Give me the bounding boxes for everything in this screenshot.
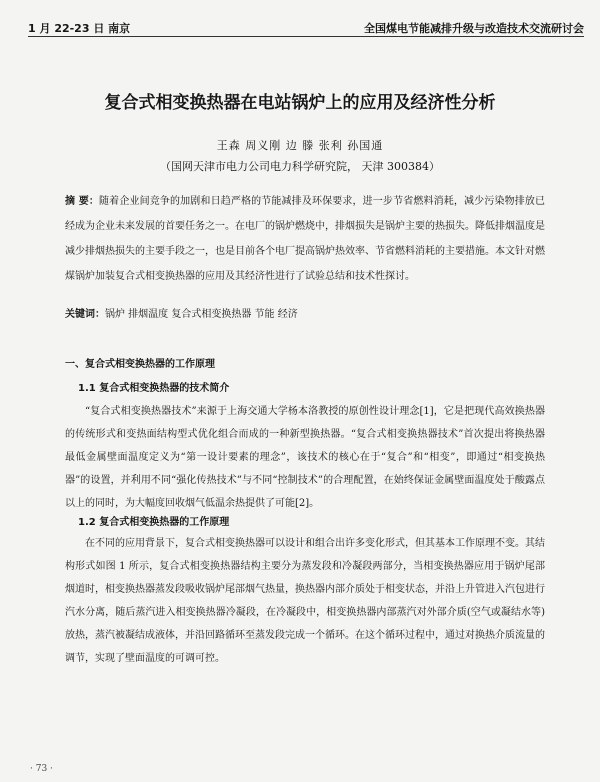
- header-date-location: 1 月 22-23 日 南京: [28, 22, 131, 35]
- section-heading-1-1: 1.1 复合式相变换热器的技术简介: [78, 383, 230, 394]
- abstract: [65, 189, 545, 289]
- author-list: 王森 周义刚 边 滕 张利 孙国通: [216, 139, 384, 152]
- abstract-text: 随着企业间竞争的加剧和日趋严格的节能减排及环保要求，进一步节省燃料消耗，减少污染物排放已经成为企业未来发展的首要任务之一。在电厂的锅炉燃烧中，排烟损失是锅炉主要的热损失。降低排烟温度是减少排烟热损失的主要手段之一，也是目前各个电厂提高锅炉热效率、节省燃料消耗的主要措施。本文针对燃煤锅炉加装复合式相变换热器的应用及其经济性进行了试验总结和技术性探讨。: [65, 196, 546, 282]
- section-heading-1: 一、复合式相变换热器的工作原理: [65, 359, 215, 370]
- section-1-2-body: [65, 532, 545, 670]
- section-1-1-paragraph: “复合式相变换热器技术”来源于上海交通大学杨本洛教授的原创性设计理念[1]，它是把现代高效换热器的传统形式和变热面结构型式优化组合而成的一种新型换热器。“复合式相变换热器技术”首次提出将换热器最低金属壁面温度定义为“第一设计要素的理念”，该技术的核心在于“复合”和“相变”，即通过“相变换热器”的设置，并利用不同“强化传热技术”与不同“控制技术”的合理配置，在始终保证金属壁面温度处于酸露点以上的同时，为大幅度回收烟气低温余热提供了可能[2]。: [65, 406, 545, 509]
- keywords-text: 锅炉 排烟温度 复合式相变换热器 节能 经济: [105, 309, 298, 320]
- page-number: · 73 ·: [30, 764, 53, 774]
- keywords: [65, 305, 298, 320]
- header-conference: 全国煤电节能减排升级与改造技术交流研讨会: [364, 22, 584, 35]
- section-1-1-body: [65, 400, 545, 515]
- paper-title: 复合式相变换热器在电站锅炉上的应用及经济性分析: [104, 93, 496, 113]
- affiliation: （国网天津市电力公司电力科学研究院， 天津 300384）: [160, 160, 440, 173]
- keywords-label: 关键词：: [65, 309, 105, 320]
- abstract-label: 摘 要：: [65, 196, 100, 207]
- section-1-2-paragraph: 在不同的应用背景下，复合式相变换热器可以设计和组合出许多变化形式，但其基本工作原理不变。其结构形式如图 1 所示，复合式相变换热器结构主要分为蒸发段和冷凝段两部分，当相变换热器应用于锅炉尾部烟道时，相变换热器蒸发段吸收锅炉尾部烟气热量，换热器内部介质处于相变状态，并沿上升管进入汽包进行汽水分离，随后蒸汽进入相变换热器冷凝段，在冷凝段中，相变换热器内部蒸汽对外部介质(空气或凝结水等)放热，蒸汽被凝结成液体，并沿回路循环至蒸发段完成一个循环。在这个循环过程中，通过对换热介质流量的调节，实现了壁面温度的可调可控。: [65, 538, 545, 664]
- section-heading-1-2: 1.2 复合式相变换热器的工作原理: [78, 517, 230, 528]
- running-header: [28, 14, 584, 37]
